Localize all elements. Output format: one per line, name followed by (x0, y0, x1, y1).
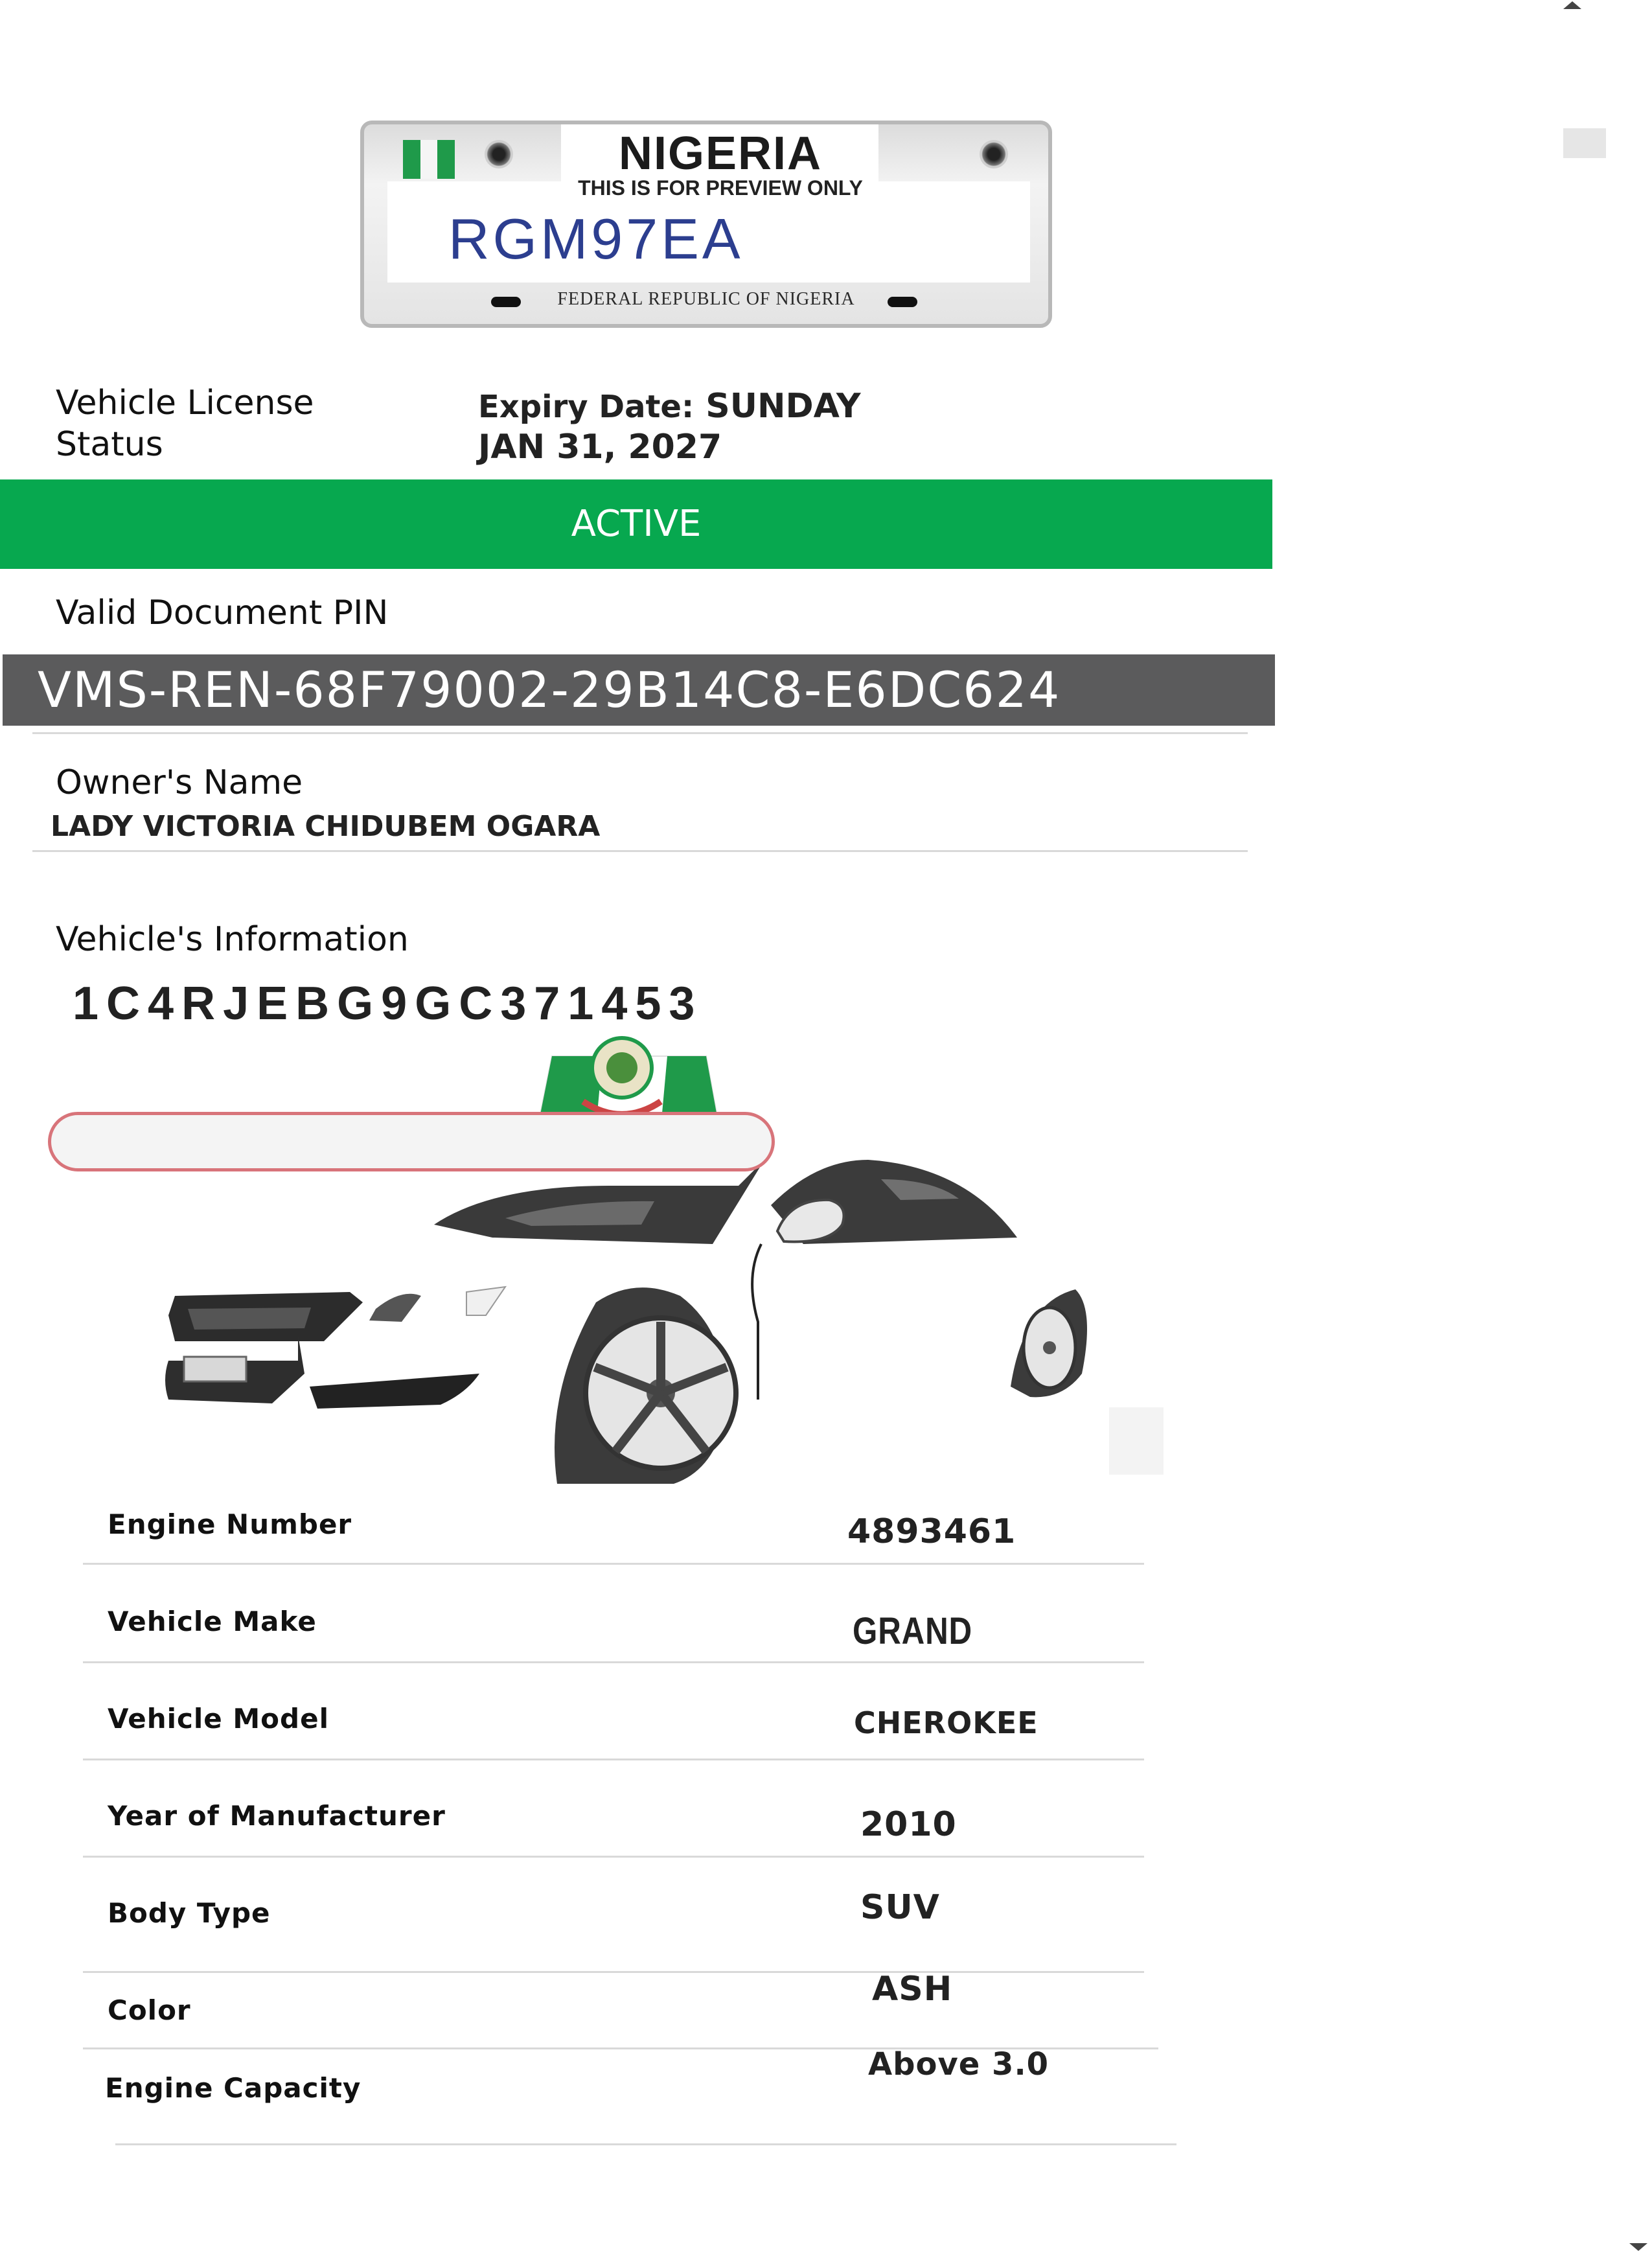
plate-footer: FEDERAL REPUBLIC OF NIGERIA (557, 289, 855, 309)
spec-value-vehicle-make: GRAND (853, 1610, 973, 1652)
divider (83, 1563, 1144, 1565)
expiry-date-value: JAN 31, 2027 (478, 428, 722, 467)
divider (115, 2143, 1176, 2145)
divider (32, 850, 1248, 852)
divider (32, 732, 1248, 734)
expiry-date (478, 386, 1061, 467)
spec-label-vehicle-make: Vehicle Make (108, 1606, 317, 1637)
divider (83, 1758, 1144, 1760)
spec-value-vehicle-model: CHEROKEE (854, 1705, 1038, 1740)
spec-value-engine-capacity: Above 3.0 (868, 2046, 1050, 2082)
license-status-label: Vehicle License Status (56, 384, 314, 464)
vehicle-info-label: Vehicle's Information (56, 920, 409, 959)
vin-number: 1C4RJEBG9GC371453 (73, 978, 703, 1030)
spec-value-color: ASH (872, 1970, 953, 2009)
car-illustration (39, 1030, 1179, 1484)
plate-number: RGM97EA (448, 207, 744, 271)
plate-country: NIGERIA (618, 128, 823, 179)
spec-label-vehicle-model: Vehicle Model (108, 1703, 329, 1735)
spec-value-body-type: SUV (860, 1888, 940, 1927)
spec-value-engine-number: 4893461 (847, 1512, 1016, 1551)
scroll-up-arrow[interactable] (1563, 1, 1581, 9)
nigeria-flag-icon (403, 140, 455, 179)
spec-label-year: Year of Manufacturer (108, 1800, 446, 1832)
divider (83, 1971, 1144, 1973)
owner-name: LADY VICTORIA CHIDUBEM OGARA (51, 810, 601, 843)
spec-label-engine-capacity: Engine Capacity (105, 2072, 361, 2104)
spec-label-body-type: Body Type (108, 1897, 271, 1929)
expiry-day: SUNDAY (706, 387, 861, 426)
scrollbar-thumb[interactable] (1563, 128, 1606, 158)
bolt-icon (485, 140, 513, 168)
spec-value-year: 2010 (860, 1805, 957, 1844)
placeholder-box (1109, 1407, 1164, 1475)
spec-label-engine-number: Engine Number (108, 1508, 352, 1540)
divider (83, 1856, 1144, 1858)
document-pin-value: VMS-REN-68F79002-29B14C8-E6DC624 (3, 654, 1275, 726)
status-badge: ACTIVE (0, 479, 1272, 569)
document-pin-label: Valid Document PIN (56, 594, 389, 632)
scroll-down-arrow[interactable] (1629, 2243, 1647, 2251)
divider (83, 1661, 1144, 1663)
owner-label: Owner's Name (56, 763, 303, 802)
expiry-label: Expiry Date: (478, 389, 694, 425)
vehicle-search-field[interactable] (48, 1112, 775, 1171)
spec-label-color: Color (108, 1994, 191, 2026)
bolt-icon (980, 140, 1008, 168)
plate-preview-note: THIS IS FOR PREVIEW ONLY (578, 176, 863, 200)
license-plate (360, 121, 1052, 328)
